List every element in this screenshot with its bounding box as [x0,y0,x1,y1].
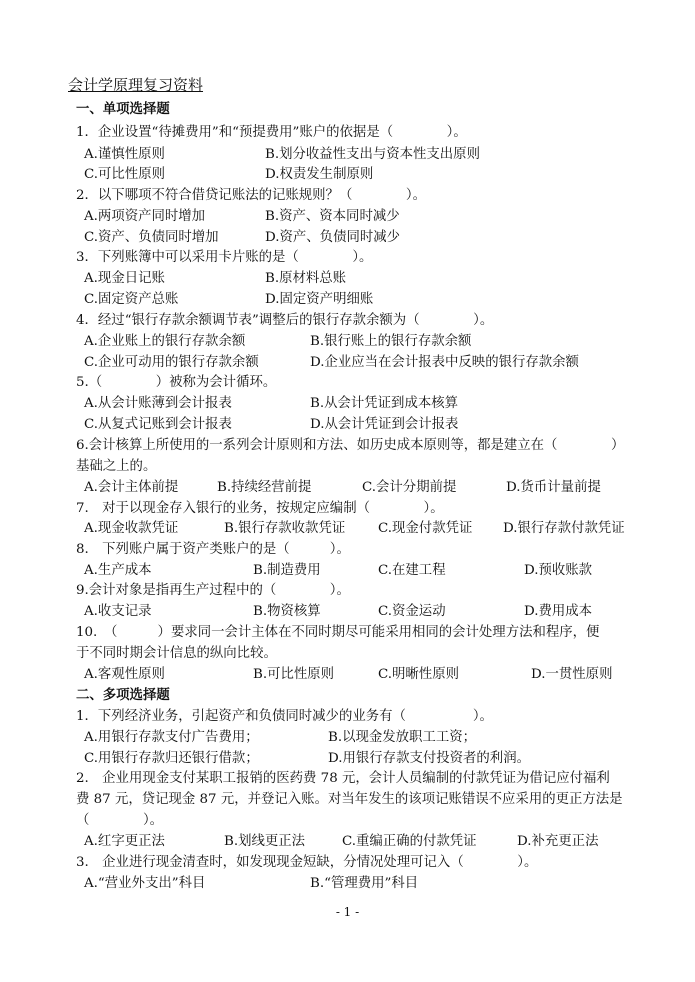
m1-option-d: D.用银行存款支付投资者的利润。 [328,751,530,766]
q7-option-c: C.现金付款凭证 [378,521,473,536]
m2-option-c: C.重编正确的付款凭证 [342,834,477,849]
q6-option-d: D.货币计量前提 [506,480,601,495]
section-heading-multiple-choice: 二、多项选择题 [76,688,170,703]
multi-question-2-line-3: （ ）。 [76,813,164,828]
page-number: - 1 - [335,905,360,919]
m2-option-d: D.补充更正法 [517,834,599,849]
q8-option-b: B.制造费用 [253,563,321,578]
m2-option-b: B.划线更正法 [224,834,306,849]
question-9: 9.会计对象是指再生产过程中的（ ）。 [76,583,350,598]
q10-option-b: B.可比性原则 [253,667,335,682]
q1-option-a: A.谨慎性原则 [84,147,165,162]
q4-option-d: D.企业应当在会计报表中反映的银行存款余额 [310,355,579,370]
q6-option-a: A.会计主体前提 [84,480,179,495]
q8-option-d: D.预收账款 [524,563,593,578]
q7-option-a: A.现金收款凭证 [84,521,179,536]
m1-option-c: C.用银行存款归还银行借款； [84,751,259,766]
question-8: 8. 下列账户属于资产类账户的是（ ）。 [76,542,350,557]
section-heading-single-choice: 一、单项选择题 [76,102,170,117]
q4-option-a: A.企业账上的银行存款余额 [84,334,246,349]
q1-option-d: D.权责发生制原则 [265,167,374,182]
question-2: 2．以下哪项不符合借贷记账法的记账规则？（ ）。 [76,188,426,203]
q2-option-b: B.资产、资本同时减少 [265,209,400,224]
q7-option-d: D.银行存款付款凭证 [503,521,625,536]
question-1: 1．企业设置“待摊费用”和“预提费用”账户的依据是（ ）。 [76,125,467,140]
q6-option-b: B.持续经营前提 [217,480,312,495]
q3-option-a: A.现金日记账 [84,271,165,286]
q10-option-c: C.明晰性原则 [378,667,459,682]
multi-question-1: 1．下列经济业务，引起资产和负债同时减少的业务有（ ）。 [76,709,493,724]
q10-option-d: D.一贯性原则 [531,667,613,682]
q4-option-b: B.银行账上的银行存款余额 [310,334,472,349]
q3-option-d: D.固定资产明细账 [265,292,374,307]
q3-option-c: C.固定资产总账 [84,292,179,307]
q2-option-c: C.资产、负债同时增加 [84,230,219,245]
q2-option-d: D.资产、负债同时减少 [265,230,401,245]
m1-option-b: B.以现金发放职工工资； [328,730,477,745]
multi-question-3: 3. 企业进行现金清查时，如发现现金短缺，分情况处理可记入（ ）。 [76,855,538,870]
q2-option-a: A.两项资产同时增加 [84,209,206,224]
q5-option-c: C.从复式记账到会计报表 [84,417,232,432]
q5-option-b: B.从会计凭证到成本核算 [310,396,459,411]
q8-option-c: C.在建工程 [378,563,446,578]
doc-title: 会计学原理复习资料 [68,76,204,94]
q8-option-a: A.生产成本 [84,563,152,578]
question-4: 4．经过“银行存款余额调节表”调整后的银行存款余额为（ ）。 [76,313,494,328]
question-6-line-1: 6.会计核算上所使用的一系列会计原则和方法、如历史成本原则等，都是建立在（ ） [76,438,625,453]
q1-option-c: C.可比性原则 [84,167,165,182]
m2-option-a: A.红字更正法 [84,834,165,849]
q10-option-a: A.客观性原则 [84,667,165,682]
m3-option-b: B.“管理费用”科目 [310,876,419,891]
q5-option-a: A.从会计账薄到会计报表 [84,396,232,411]
m3-option-a: A.“营业外支出”科目 [84,876,206,891]
q9-option-d: D.费用成本 [524,604,593,619]
question-5: 5.（ ）被称为会计循环。 [76,375,277,390]
multi-question-2-line-1: 2. 企业用现金支付某职工报销的医药费 78 元，会计人员编制的付款凭证为借记应付福利 [76,771,610,786]
q9-option-a: A.收支记录 [84,604,152,619]
q4-option-c: C.企业可动用的银行存款余额 [84,355,259,370]
question-7: 7. 对于以现金存入银行的业务，按规定应编制（ ）。 [76,501,444,516]
q5-option-d: D.从会计凭证到会计报表 [310,417,459,432]
question-10-line-2: 于不同时期会计信息的纵向比较。 [76,646,277,661]
q9-option-c: C.资金运动 [378,604,446,619]
q1-option-b: B.划分收益性支出与资本性支出原则 [265,147,480,162]
q7-option-b: B.银行存款收款凭证 [224,521,346,536]
multi-question-2-line-2: 费 87 元，贷记现金 87 元，并登记入账。对当年发生的该项记账错误不应采用的更正方法是 [76,792,623,807]
question-10-line-1: 10. （ ）要求同一会计主体在不同时期尽可能采用相同的会计处理方法和程序，便 [76,625,600,640]
q3-option-b: B.原材料总账 [265,271,347,286]
q9-option-b: B.物资核算 [253,604,321,619]
question-6-line-2: 基础之上的。 [76,459,157,474]
m1-option-a: A.用银行存款支付广告费用； [84,730,259,745]
q6-option-c: C.会计分期前提 [362,480,457,495]
question-3: 3．下列账簿中可以采用卡片账的是（ ）。 [76,250,373,265]
